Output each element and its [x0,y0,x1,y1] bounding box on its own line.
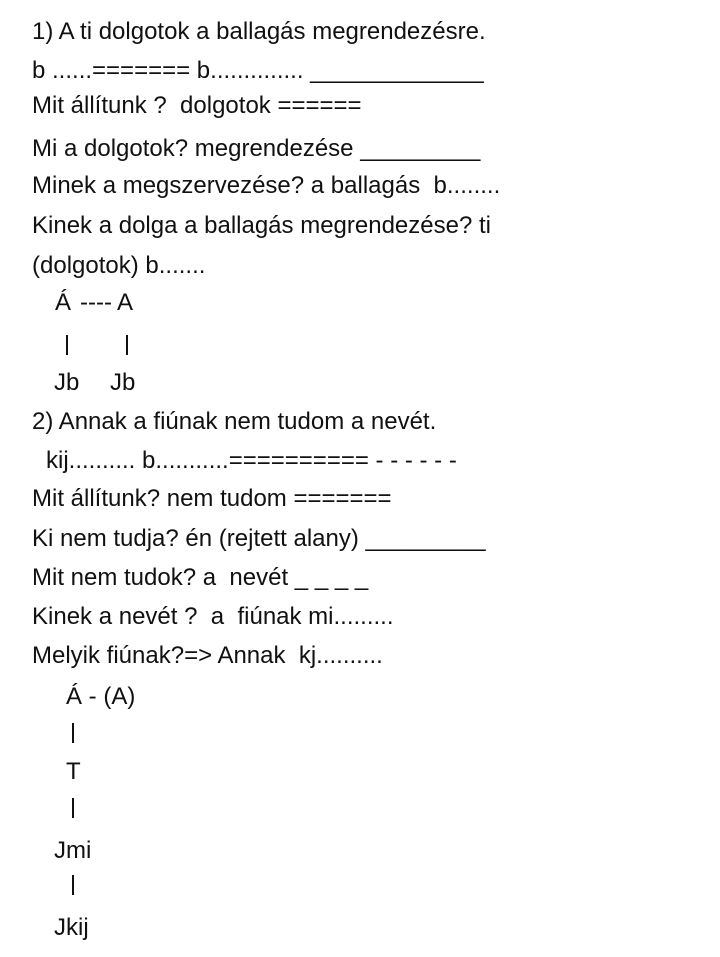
s2-diagram-bar-2 [72,798,74,818]
s1-line-2: b ......======= b.............. _____________ [32,57,484,84]
s1-diagram-bottom-right: Jb [110,369,136,396]
s2-diagram-bar-1 [72,723,74,743]
s1-line-1: 1) A ti dolgotok a ballagás megrendezésre. [32,18,486,45]
s1-diagram-bottom-left: Jb [54,369,80,396]
s1-diagram-top-left: Á [55,289,72,316]
s1-line-3: Mit állítunk ? dolgotok ====== [32,92,362,119]
s2-diagram-node-1: Á - (A) [66,683,136,710]
s2-line-6: Kinek a nevét ? a fiúnak mi......... [32,603,394,630]
s1-line-5: Minek a megszervezése? a ballagás b........ [32,172,501,199]
s2-line-2: kij.......... b...........========== - - - - - - [46,447,457,474]
s1-diagram-bar-right [126,335,128,355]
s1-diagram-bar-left [66,335,68,355]
s2-line-7: Melyik fiúnak?=> Annak kj.......... [32,642,383,669]
s2-line-1: 2) Annak a fiúnak nem tudom a nevét. [32,408,437,435]
s1-line-7: (dolgotok) b....... [32,252,206,279]
s1-line-4: Mi a dolgotok? megrendezése _________ [32,135,481,162]
s2-line-3: Mit állítunk? nem tudom ======= [32,485,392,512]
s2-line-5: Mit nem tudok? a nevét _ _ _ _ [32,564,369,591]
s2-line-4: Ki nem tudja? én (rejtett alany) _________ [32,525,486,552]
s1-diagram-top-dash: ---- [80,289,112,316]
s2-diagram-node-3: Jmi [54,837,92,864]
s1-line-6: Kinek a dolga a ballagás megrendezése? ti [32,212,491,239]
s1-diagram-top-right: A [117,289,134,316]
s2-diagram-node-4: Jkij [54,914,89,941]
s2-diagram-node-2: T [66,758,81,785]
s2-diagram-bar-3 [72,875,74,895]
